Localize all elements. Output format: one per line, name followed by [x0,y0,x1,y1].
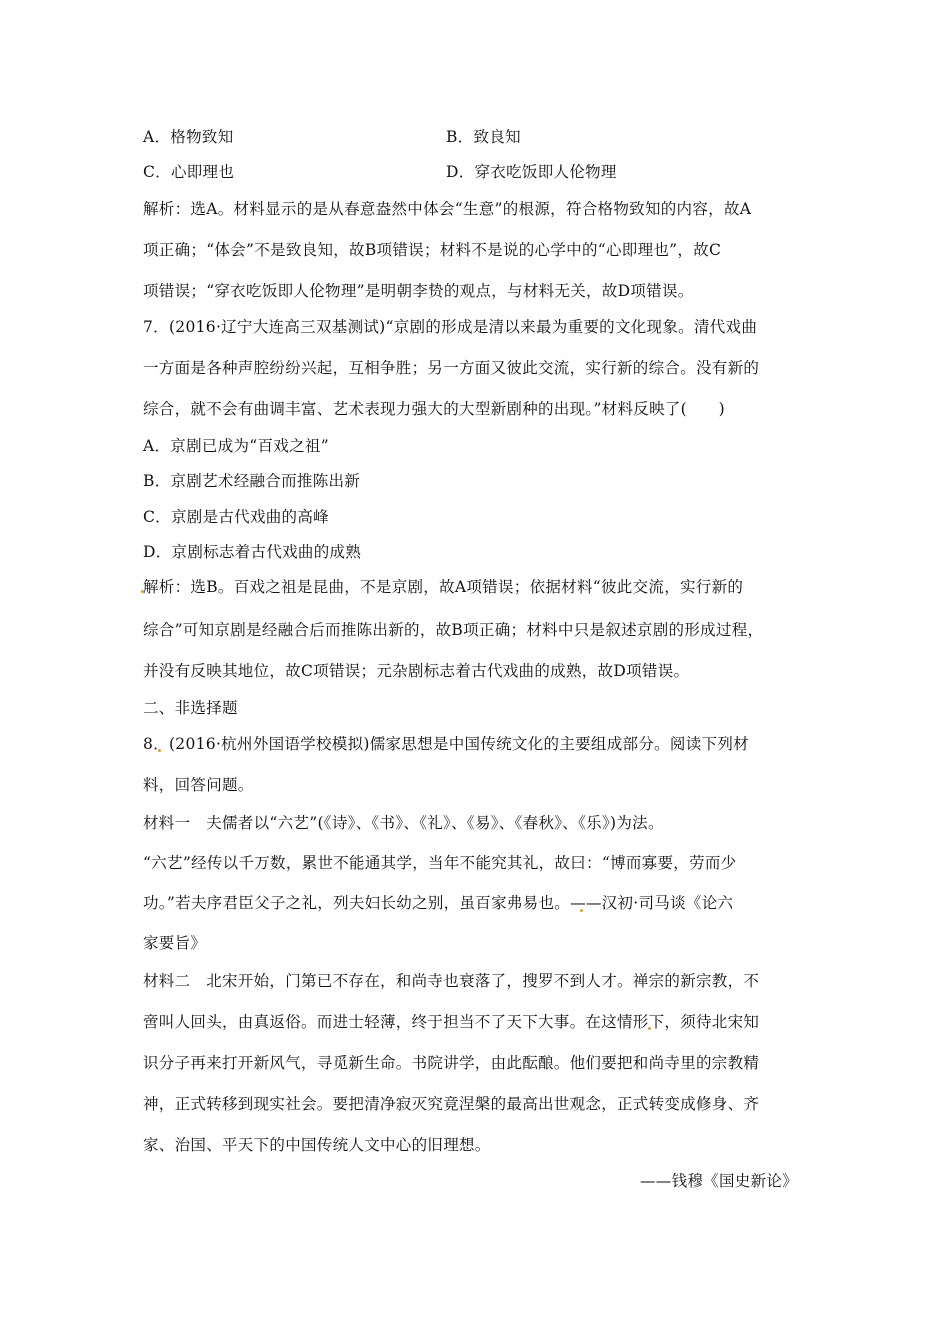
q8-material1-line: 材料一 夫儒者以“六艺”(《诗》、《书》、《礼》、《易》、《春秋》、《乐》)为法。 [143,814,664,832]
q6-option-b: B．致良知 [446,128,521,146]
q7-option-b: B．京剧艺术经融合而推陈出新 [143,472,361,490]
q6-option-a: A．格物致知 [143,128,234,146]
q8-material1-line: 家要旨》 [143,934,207,952]
q8-material2-line: 家、治国、平天下的中国传统人文中心的旧理想。 [143,1136,491,1154]
q7-stem-line: 一方面是各种声腔纷纷兴起，互相争胜；另一方面又彼此交流，实行新的综合。没有新的 [143,359,760,377]
q7-analysis-line: 解析：选B。百戏之祖是昆曲，不是京剧，故A项错误；依据材料“彼此交流，实行新的 [143,578,744,596]
q6-analysis-line: 项错误；“穿衣吃饭即人伦物理”是明朝李贽的观点，与材料无关，故D项错误。 [143,282,694,300]
q7-stem-line: 7．(2016·辽宁大连高三双基测试)“京剧的形成是清以来最为重要的文化现象。清代戏曲 [143,318,758,336]
q7-option-d: D．京剧标志着古代戏曲的成熟 [143,543,362,561]
q7-analysis-line: 并没有反映其地位，故C项错误；元杂剧标志着古代戏曲的成熟，故D项错误。 [143,662,690,680]
q6-analysis-line: 项正确；“体会”不是致良知，故B项错误；材料不是说的心学中的“心即理也”，故C [143,241,722,259]
q8-stem-line: 料，回答问题。 [143,776,254,794]
q7-option-c: C．京剧是古代戏曲的高峰 [143,508,329,526]
q8-material2-line: 识分子再来打开新风气，寻觅新生命。书院讲学，由此酝酿。他们要把和尚寺里的宗教精 [143,1054,760,1072]
q6-option-c: C．心即理也 [143,163,235,181]
q6-option-d: D．穿衣吃饭即人伦物理 [446,163,617,181]
q8-material2-line: 啻叫人回头，由真返俗。而进士轻薄，终于担当不了天下大事。在这情形下，须待北宋知 [143,1013,760,1031]
q8-stem-line: 8．(2016·杭州外国语学校模拟)儒家思想是中国传统文化的主要组成部分。阅读下列材 [143,735,749,753]
q8-material2-line: 材料二 北宋开始，门第已不存在，和尚寺也衰落了，搜罗不到人才。禅宗的新宗教，不 [143,972,760,990]
q8-material2-line: 神，正式转移到现实社会。要把清净寂灭究竟涅槃的最高出世观念，正式转变成修身、齐 [143,1095,760,1113]
q8-material1-line: “六艺”经传以千万数，累世不能通其学，当年不能究其礼，故曰：“博而寡要，劳而少 [143,854,737,872]
q7-analysis-line: 综合”可知京剧是经融合后而推陈出新的，故B项正确；材料中只是叙述京剧的形成过程， [143,621,764,639]
q8-material1-line: 功。”若夫序君臣父子之礼，列夫妇长幼之别，虽百家弗易也。——汉初·司马谈《论六 [143,894,734,912]
section-heading: 二、非选择题 [143,699,238,717]
q7-option-a: A．京剧已成为“百戏之祖” [143,437,329,455]
q8-material2-source: ——钱穆《国史新论》 [639,1172,798,1190]
q6-analysis-line: 解析：选A。材料显示的是从春意盎然中体会“生意”的根源，符合格物致知的内容，故A [143,200,752,218]
q7-stem-line: 综合，就不会有曲调丰富、艺术表现力强大的大型新剧种的出现。”材料反映了( ) [143,400,725,418]
